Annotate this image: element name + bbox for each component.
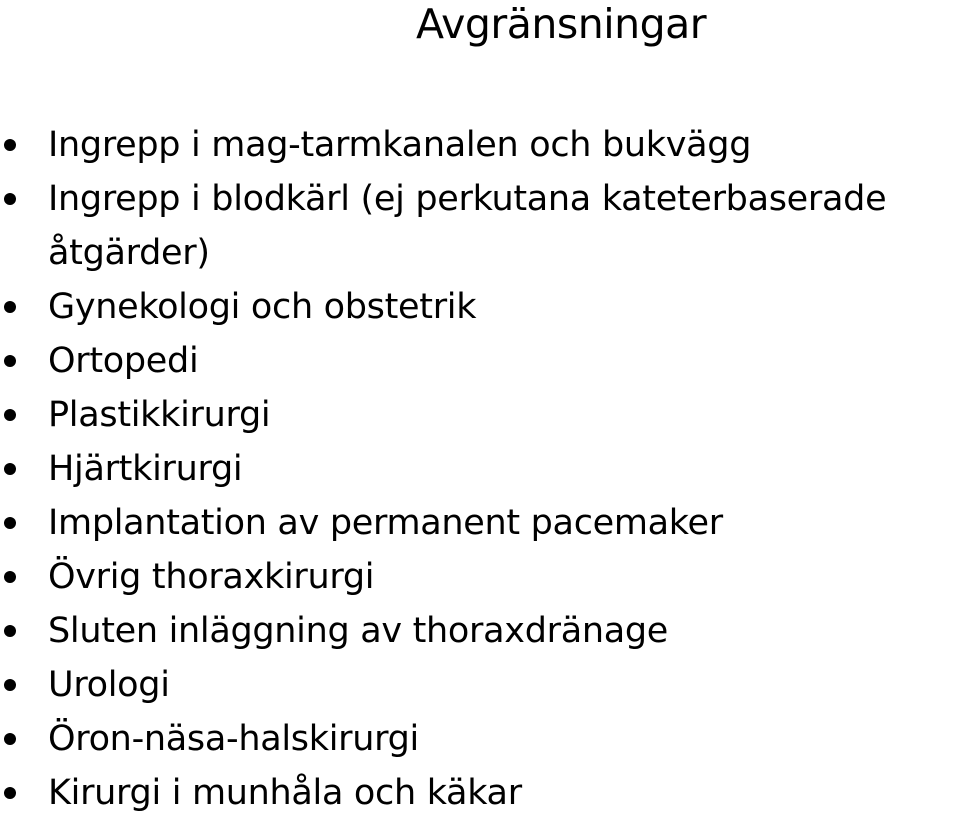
bullet-icon <box>4 679 16 691</box>
bullet-icon <box>4 409 16 421</box>
bullet-icon <box>4 733 16 745</box>
bullet-item <box>0 118 960 172</box>
bullet-icon <box>4 355 16 367</box>
bullet-item <box>0 712 960 766</box>
slide-title: Avgränsningar <box>416 0 707 48</box>
bullet-item <box>0 766 960 820</box>
bullet-text: Plastikkirurgi <box>48 395 271 435</box>
bullet-icon <box>4 625 16 637</box>
bullet-item <box>0 334 960 388</box>
bullet-icon <box>4 517 16 529</box>
bullet-text: Ingrepp i mag-tarmkanalen och bukvägg <box>48 125 752 165</box>
bullet-item <box>0 388 960 442</box>
bullet-text: Gynekologi och obstetrik <box>48 287 477 327</box>
bullet-icon <box>4 463 16 475</box>
bullet-icon <box>4 787 16 799</box>
bullet-text: Sluten inläggning av thoraxdränage <box>48 611 669 651</box>
bullet-text: Implantation av permanent pacemaker <box>48 503 723 543</box>
bullet-item <box>0 280 960 334</box>
bullet-text: Ingrepp i blodkärl (ej perkutana kateterbaserade åtgärder) <box>48 179 887 273</box>
bullet-text: Öron-näsa-halskirurgi <box>48 719 419 759</box>
bullet-list <box>0 118 960 820</box>
bullet-item <box>0 604 960 658</box>
bullet-icon <box>4 139 16 151</box>
bullet-icon <box>4 193 16 205</box>
bullet-item <box>0 658 960 712</box>
bullet-item <box>0 496 960 550</box>
bullet-text: Kirurgi i munhåla och käkar <box>48 773 522 813</box>
bullet-icon <box>4 571 16 583</box>
bullet-text: Ortopedi <box>48 341 199 381</box>
bullet-text: Urologi <box>48 665 170 705</box>
bullet-item <box>0 442 960 496</box>
bullet-item <box>0 172 948 280</box>
bullet-text: Hjärtkirurgi <box>48 449 243 489</box>
bullet-item <box>0 550 960 604</box>
bullet-icon <box>4 301 16 313</box>
bullet-text: Övrig thoraxkirurgi <box>48 557 375 597</box>
